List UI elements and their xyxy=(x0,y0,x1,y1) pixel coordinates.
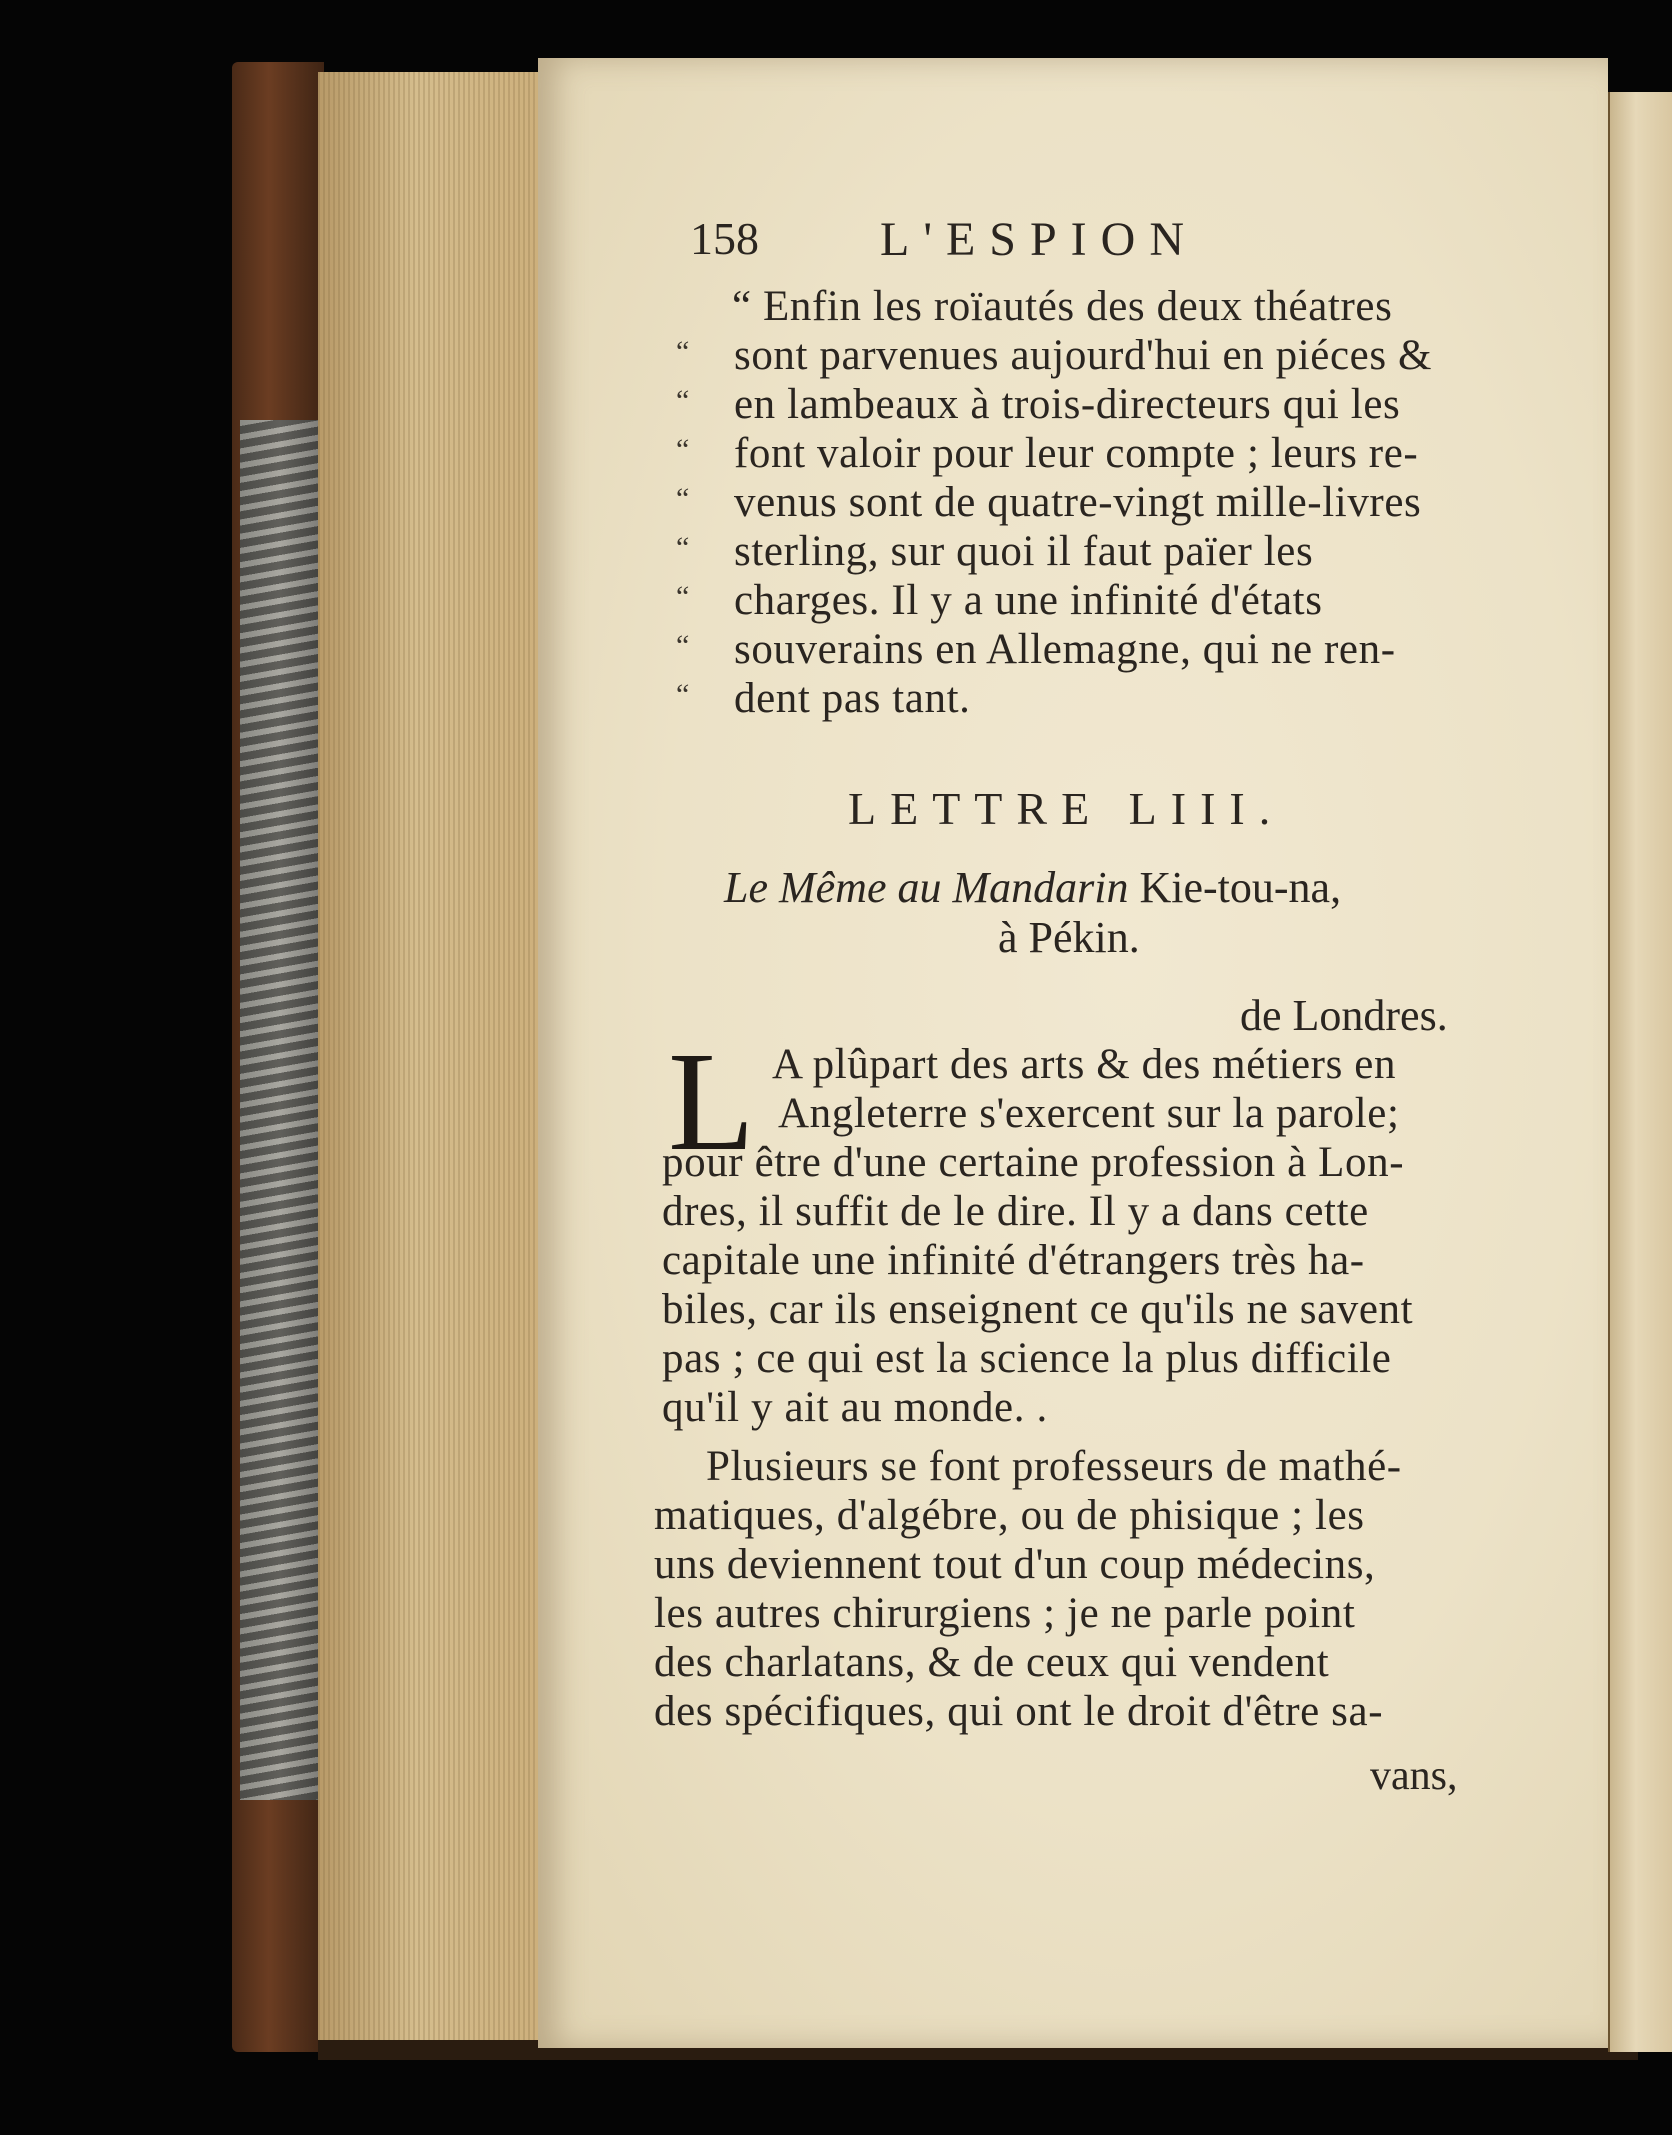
body-line: pas ; ce qui est la science la plus difficile xyxy=(662,1335,1392,1382)
quote-mark: “ xyxy=(676,629,690,662)
quote-mark: “ xyxy=(676,678,690,711)
quote-mark: “ xyxy=(676,433,690,466)
quoted-line: dent pas tant. xyxy=(734,675,971,722)
body-line: Plusieurs se font professeurs de mathé- xyxy=(706,1443,1402,1490)
body-line: A plûpart des arts & des métiers en xyxy=(772,1041,1397,1088)
body-line: des spécifiques, qui ont le droit d'être sa- xyxy=(654,1688,1384,1735)
quote-mark: “ xyxy=(676,335,690,368)
body-line: les autres chirurgiens ; je ne parle point xyxy=(654,1590,1356,1637)
page-edges xyxy=(318,72,538,2052)
body-line: uns deviennent tout d'un coup médecins, xyxy=(654,1541,1376,1588)
body-line: matiques, d'algébre, ou de phisique ; les xyxy=(654,1492,1365,1539)
quoted-line: font valoir pour leur compte ; leurs re- xyxy=(734,430,1419,477)
body-line: biles, car ils enseignent ce qu'ils ne savent xyxy=(662,1286,1414,1333)
letter-dateline: de Londres. xyxy=(1240,991,1448,1040)
quoted-line: en lambeaux à trois-directeurs qui les xyxy=(734,381,1401,428)
page-number: 158 xyxy=(690,213,759,264)
catchword: vans, xyxy=(1370,1753,1458,1799)
facing-page-edge xyxy=(1608,92,1672,2052)
quoted-line: sont parvenues aujourd'hui en piéces & xyxy=(734,332,1433,379)
quoted-line: sterling, sur quoi il faut païer les xyxy=(734,528,1314,575)
body-line: pour être d'une certaine profession à Lon- xyxy=(662,1139,1405,1186)
running-title: L'ESPION xyxy=(880,213,1198,266)
recipient-italic: Le Même au Mandarin xyxy=(724,863,1129,912)
quote-mark: “ xyxy=(676,482,690,515)
body-line: capitale une infinité d'étrangers très ha- xyxy=(662,1237,1365,1284)
letter-recipient xyxy=(724,862,1341,913)
marbled-board xyxy=(240,420,320,1800)
quote-mark: “ xyxy=(676,531,690,564)
quote-mark: “ xyxy=(676,580,690,613)
quote-mark: “ xyxy=(676,384,690,417)
quoted-line: souverains en Allemagne, qui ne ren- xyxy=(734,626,1396,673)
body-line: Angleterre s'exercent sur la parole; xyxy=(778,1090,1400,1137)
drop-cap: L xyxy=(668,1022,755,1180)
quoted-line: “ Enfin les roïautés des deux théatres xyxy=(732,283,1393,330)
quoted-line: venus sont de quatre-vingt mille-livres xyxy=(734,479,1422,526)
body-line: dres, il suffit de le dire. Il y a dans cette xyxy=(662,1188,1369,1235)
body-line: qu'il y ait au monde. . xyxy=(662,1384,1048,1431)
recipient-name: Kie-tou-na, xyxy=(1139,863,1342,912)
recipient-place: à Pékin. xyxy=(998,913,1140,962)
body-line: des charlatans, & de ceux qui vendent xyxy=(654,1639,1330,1686)
letter-heading: LETTRE LIII. xyxy=(848,783,1285,834)
quoted-line: charges. Il y a une infinité d'états xyxy=(734,577,1323,624)
